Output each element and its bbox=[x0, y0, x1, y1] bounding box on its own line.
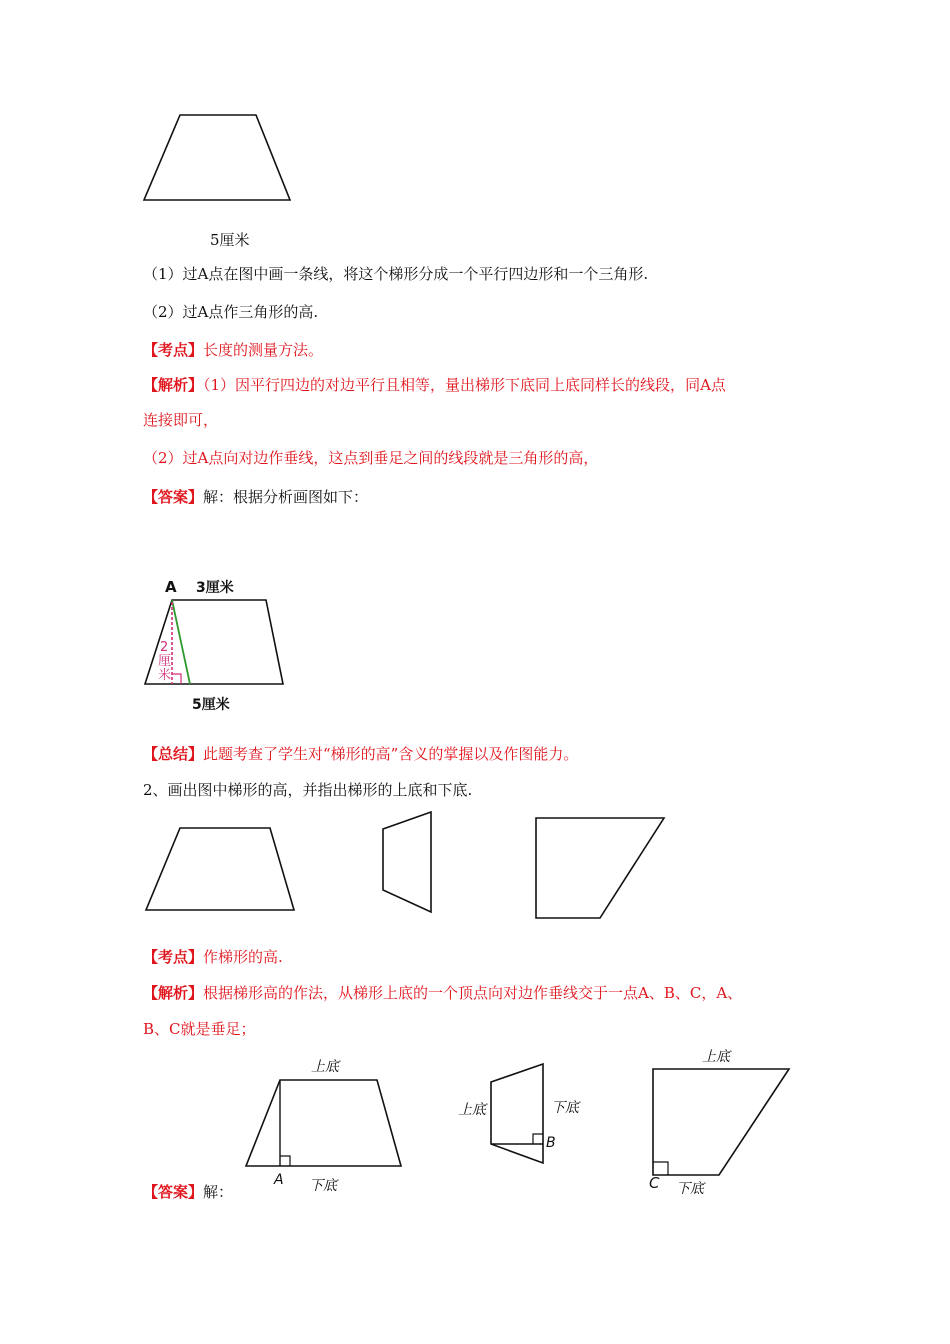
f1-top-label: 上底 bbox=[311, 1059, 339, 1075]
daan-tag: 【答案】 bbox=[143, 1183, 204, 1201]
daan-text: 解：根据分析画图如下： bbox=[203, 488, 369, 506]
q1-sub-question-1: （1）过A点在图中画一条线，将这个梯形分成一个平行四边形和一个三角形. bbox=[143, 265, 649, 283]
right-angle-mark-2 bbox=[533, 1134, 543, 1144]
q1-bottom-length-label: 5厘米 bbox=[210, 231, 250, 249]
zongjie-text: 此题考查了学生对“梯形的高”含义的掌握以及作图能力。 bbox=[203, 745, 579, 763]
f1-bottom-label: 下底 bbox=[309, 1178, 337, 1194]
kaodian-tag: 【考点】 bbox=[143, 948, 204, 966]
height-label-digit: 2 bbox=[160, 640, 169, 655]
f2-point-label: B bbox=[546, 1135, 556, 1151]
jiexi-text: （1）因平行四边的对边平行且相等，量出梯形下底同上底同样长的线段，同A点 bbox=[203, 376, 726, 394]
kaodian-tag: 【考点】 bbox=[143, 341, 204, 359]
kaodian-text: 作梯形的高. bbox=[203, 948, 283, 966]
f3-top-label: 上底 bbox=[702, 1049, 730, 1065]
right-angle-mark-1 bbox=[280, 1156, 290, 1166]
zongjie-tag: 【总结】 bbox=[143, 745, 204, 763]
jiexi-text: 根据梯形高的作法，从梯形上底的一个顶点向对边作垂线交于一点A、B、C，A、 bbox=[203, 984, 743, 1002]
q1-jiexi-line-2: 连接即可， bbox=[143, 411, 219, 429]
f3-bottom-label: 下底 bbox=[676, 1181, 704, 1197]
daan-tag: 【答案】 bbox=[143, 488, 204, 506]
ans-trapezoid-3 bbox=[653, 1069, 789, 1175]
f2-left-label: 上底 bbox=[458, 1102, 486, 1118]
jiexi-tag: 【解析】 bbox=[143, 376, 204, 394]
q2-daan-line bbox=[143, 1182, 233, 1202]
point-a-label: A bbox=[165, 578, 177, 596]
bottom-length-label: 5厘米 bbox=[192, 697, 230, 713]
jiexi-tag: 【解析】 bbox=[143, 984, 204, 1002]
ans-trapezoid-1 bbox=[246, 1080, 401, 1166]
q1-jiexi-line-3: （2）过A点向对边作垂线，这点到垂足之间的线段就是三角形的高， bbox=[143, 449, 599, 467]
top-length-label: 3厘米 bbox=[196, 580, 234, 596]
daan-text: 解： bbox=[203, 1183, 234, 1201]
ans-trapezoid-2 bbox=[491, 1064, 543, 1163]
q2-title: 2、画出图中梯形的高，并指出梯形的上底和下底. bbox=[143, 781, 473, 799]
f2-right-label: 下底 bbox=[551, 1100, 579, 1116]
f1-point-label: A bbox=[274, 1172, 284, 1188]
q2-jiexi-line-2: B、C就是垂足； bbox=[143, 1020, 256, 1038]
kaodian-text: 长度的测量方法。 bbox=[203, 341, 324, 359]
f3-point-label: C bbox=[649, 1174, 660, 1192]
q1-sub-question-2: （2）过A点作三角形的高. bbox=[143, 303, 319, 321]
height-label-char2: 米 bbox=[158, 668, 172, 683]
height-label-char1: 厘 bbox=[158, 654, 172, 669]
